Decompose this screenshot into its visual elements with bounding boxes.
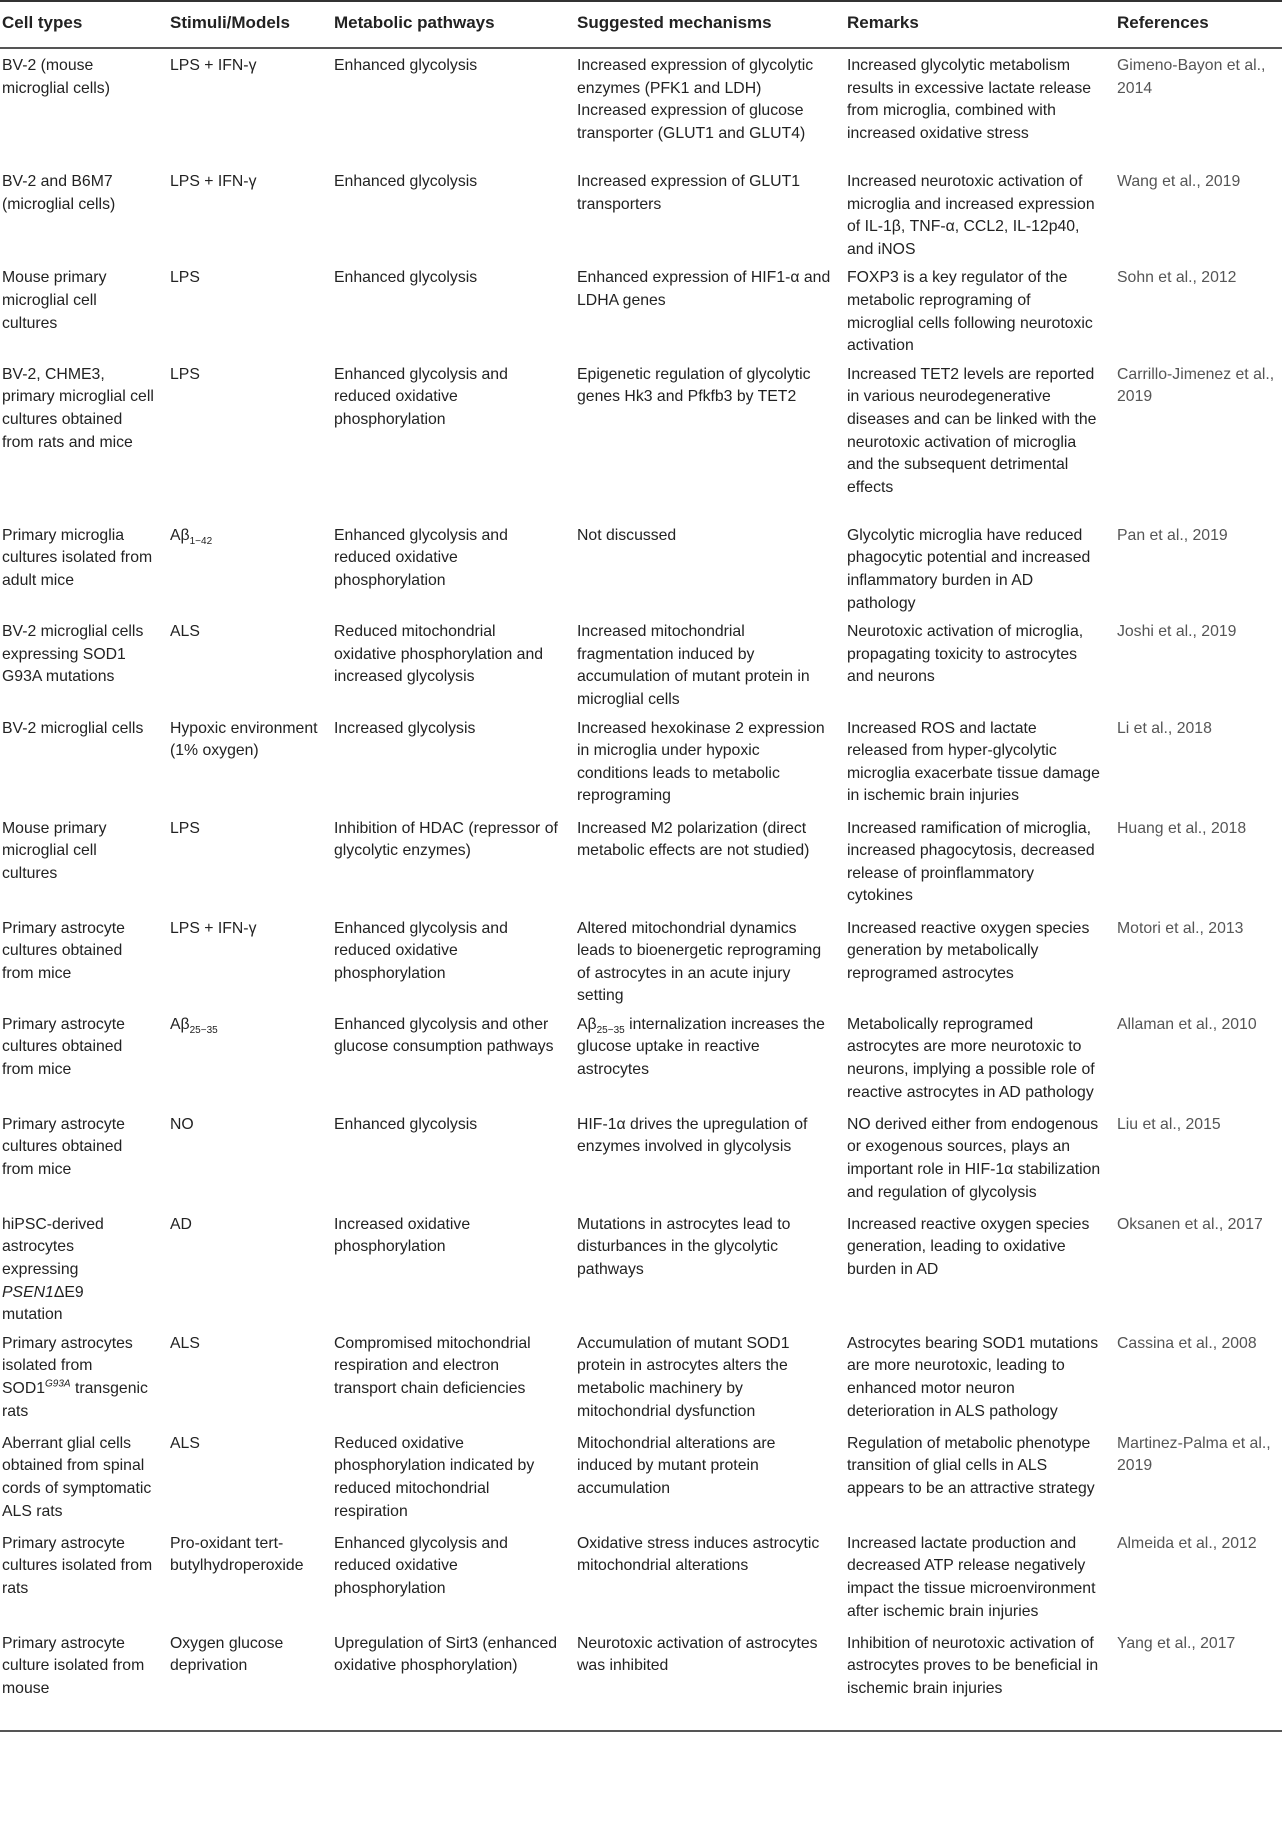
remarks-text: Glycolytic microglia have reduced phagocytic potential and increased inflammatory burden in AD pathology (847, 526, 1091, 612)
stimuli-text: Aβ (170, 1015, 190, 1033)
suggested-mechanism (569, 1627, 839, 1731)
reference-text: Oksanen et al., 2017 (1117, 1215, 1263, 1233)
metabolic-pathway (326, 1208, 569, 1327)
mutation-name: ΔE9 (53, 1283, 84, 1301)
cell-type (0, 48, 162, 165)
pathway-text: Reduced oxidative phosphorylation indicated by reduced mitochondrial respiration (334, 1434, 535, 1520)
stimuli-text: LPS + IFN-γ (170, 919, 257, 937)
mechanism-text: Increased expression of glycolytic enzymes (PFK1 and LDH) Increased expression of glucose transporter (GLUT1 and GLUT4) (577, 57, 814, 142)
pathway-text: Enhanced glycolysis and other glucose consumption pathways (334, 1015, 554, 1056)
stimuli (162, 48, 326, 165)
reference (1109, 1427, 1282, 1527)
remarks-text: Metabolically reprogramed astrocytes are more neurotoxic to neurons, implying a possible role of reactive astrocytes in AD pathology (847, 1015, 1095, 1101)
pathway-text: Inhibition of HDAC (repressor of glycolytic enzymes) (334, 819, 558, 860)
pathway-text: Enhanced glycolysis and reduced oxidative phosphorylation (334, 365, 508, 428)
stimuli (162, 165, 326, 261)
stimuli-text: LPS (170, 365, 200, 383)
cell-type-text: hiPSC-derived astrocytes expressing (2, 1215, 104, 1279)
remarks-text: Neurotoxic activation of microglia, propagating toxicity to astrocytes and neurons (847, 623, 1084, 686)
remarks (839, 519, 1109, 615)
remarks (839, 1327, 1109, 1427)
table-row (0, 1527, 1282, 1627)
stimuli-subscript: 25−35 (189, 1025, 218, 1037)
remarks-text: Astrocytes bearing SOD1 mutations are more neurotoxic, leading to enhanced motor neuron deterioration in ALS pathology (847, 1334, 1099, 1420)
remarks (839, 1208, 1109, 1327)
cell-type (0, 1627, 162, 1731)
reference (1109, 48, 1282, 165)
metabolic-pathway (326, 1627, 569, 1731)
pathway-text: Enhanced glycolysis and reduced oxidative phosphorylation (334, 526, 508, 589)
table-row (0, 519, 1282, 615)
reference-text: Li et al., 2018 (1117, 719, 1212, 737)
cell-type-text: transgenic rats (2, 1380, 148, 1420)
table-row (0, 1208, 1282, 1327)
reference (1109, 519, 1282, 615)
stimuli-text: ALS (170, 623, 200, 641)
table-row (0, 261, 1282, 357)
mechanism-text: HIF-1α drives the upregulation of enzymes involved in glycolysis (577, 1115, 808, 1156)
cell-type-text: Primary astrocyte cultures obtained from mice (2, 1115, 125, 1179)
reference (1109, 615, 1282, 711)
mechanism-text: Increased expression of GLUT1 transporters (577, 173, 801, 213)
cell-type (0, 1108, 162, 1208)
reference (1109, 1008, 1282, 1108)
metabolic-pathway (326, 615, 569, 711)
reference-text: Sohn et al., 2012 (1117, 269, 1237, 287)
remarks-text: Increased lactate production and decreased ATP release negatively impact the tissue microenvironment after ischemic brain injuries (847, 1534, 1096, 1620)
mechanism-text: Not discussed (577, 526, 677, 544)
stimuli (162, 712, 326, 812)
remarks (839, 165, 1109, 261)
mechanism-text: Altered mitochondrial dynamics leads to bioenergetic reprograming of astrocytes in an acute injury setting (577, 919, 822, 1005)
reference-text: Yang et al., 2017 (1117, 1634, 1236, 1652)
mechanism-text: internalization increases the glucose uptake in reactive astrocytes (577, 1015, 825, 1079)
reference-text: Liu et al., 2015 (1117, 1115, 1221, 1133)
remarks-text: Increased ramification of microglia, increased phagocytosis, decreased release of proinflammatory cytokines (847, 819, 1095, 905)
pathway-text: Enhanced glycolysis (334, 269, 478, 287)
stimuli (162, 519, 326, 615)
suggested-mechanism (569, 1527, 839, 1627)
suggested-mechanism (569, 1008, 839, 1108)
cell-type-text: Primary astrocyte cultures obtained from mice (2, 1015, 125, 1079)
stimuli-text: LPS + IFN-γ (170, 57, 257, 74)
metabolic-pathway (326, 712, 569, 812)
table-row (0, 912, 1282, 1008)
metabolic-pathway (326, 1108, 569, 1208)
cell-type-text: Primary astrocytes isolated from SOD1 (2, 1334, 133, 1398)
reference (1109, 1327, 1282, 1427)
remarks-text: Increased glycolytic metabolism results in excessive lactate release from microglia, combined with increased oxidative stress (847, 57, 1092, 142)
pathway-text: Enhanced glycolysis (334, 173, 478, 190)
mechanism-text: Increased M2 polarization (direct metabolic effects are not studied) (577, 819, 810, 860)
remarks-text: Increased neurotoxic activation of microglia and increased expression of IL-1β, TNF-α, CCL2, IL-12p40, and iNOS (847, 173, 1095, 258)
table-row (0, 358, 1282, 519)
reference-text: Allaman et al., 2010 (1117, 1015, 1257, 1033)
reference (1109, 358, 1282, 519)
remarks (839, 1108, 1109, 1208)
cell-type (0, 519, 162, 615)
stimuli (162, 1008, 326, 1108)
stimuli (162, 615, 326, 711)
mechanism-text: Increased hexokinase 2 expression in microglia under hypoxic conditions leads to metabolic reprograming (577, 719, 825, 805)
metabolic-pathway (326, 912, 569, 1008)
cell-type-text: mutation (2, 1306, 63, 1324)
stimuli (162, 1327, 326, 1427)
remarks-text: Increased ROS and lactate released from hyper-glycolytic microglia exacerbate tissue damage in ischemic brain injuries (847, 719, 1100, 805)
reference-text: Wang et al., 2019 (1117, 173, 1241, 190)
suggested-mechanism (569, 812, 839, 912)
remarks (839, 1427, 1109, 1527)
reference-text: Gimeno-Bayon et al., 2014 (1117, 57, 1266, 97)
reference (1109, 1108, 1282, 1208)
reference-text: Martinez-Palma et al., 2019 (1117, 1434, 1271, 1475)
cell-type-text: Mouse primary microglial cell cultures (2, 269, 107, 332)
stimuli-subscript: 1−42 (189, 535, 213, 547)
stimuli (162, 812, 326, 912)
mechanism-text: Aβ (577, 1015, 597, 1033)
table-row (0, 1427, 1282, 1527)
metabolic-pathway (326, 1527, 569, 1627)
mechanism-text: Neurotoxic activation of astrocytes was inhibited (577, 1634, 818, 1675)
stimuli (162, 358, 326, 519)
metabolic-pathway (326, 519, 569, 615)
suggested-mechanism (569, 1208, 839, 1327)
suggested-mechanism (569, 615, 839, 711)
pathway-text: Compromised mitochondrial respiration and electron transport chain deficiencies (334, 1334, 531, 1398)
cell-type-text: Mouse primary microglial cell cultures (2, 819, 107, 882)
cell-type (0, 1527, 162, 1627)
cell-type-text: BV-2, CHME3, primary microglial cell cultures obtained from rats and mice (2, 365, 154, 451)
suggested-mechanism (569, 165, 839, 261)
suggested-mechanism (569, 358, 839, 519)
table-row (0, 615, 1282, 711)
stimuli-text: Pro-oxidant tert-butylhydroperoxide (170, 1534, 304, 1575)
mechanism-text: Mutations in astrocytes lead to disturbances in the glycolytic pathways (577, 1215, 791, 1279)
mechanism-subscript: 25−35 (596, 1025, 625, 1037)
suggested-mechanism (569, 261, 839, 357)
stimuli-text: LPS + IFN-γ (170, 173, 257, 190)
table-row (0, 1327, 1282, 1427)
stimuli (162, 1627, 326, 1731)
metabolic-pathway (326, 165, 569, 261)
reference (1109, 1627, 1282, 1731)
stimuli-text: LPS (170, 819, 200, 837)
stimuli-text: ALS (170, 1434, 200, 1452)
header-row (0, 1, 1282, 48)
suggested-mechanism (569, 912, 839, 1008)
cell-type-text: BV-2 microglial cells (2, 719, 144, 737)
suggested-mechanism (569, 712, 839, 812)
table-row (0, 1008, 1282, 1108)
remarks-text: Increased reactive oxygen species generation by metabolically reprogramed astrocytes (847, 919, 1090, 982)
reference-text: Joshi et al., 2019 (1117, 623, 1237, 641)
cell-type (0, 1427, 162, 1527)
cell-type (0, 165, 162, 261)
table-row (0, 712, 1282, 812)
pathway-text: Enhanced glycolysis (334, 1115, 478, 1133)
stimuli-text: LPS (170, 269, 200, 287)
remarks (839, 1627, 1109, 1731)
remarks-text: Increased TET2 levels are reported in various neurodegenerative diseases and can be linked with the neurotoxic activation of microglia and the subsequent detrimental effects (847, 365, 1097, 496)
table-row (0, 812, 1282, 912)
reference-text: Almeida et al., 2012 (1117, 1534, 1257, 1552)
suggested-mechanism (569, 519, 839, 615)
cell-type-text: Primary astrocyte cultures obtained from mice (2, 919, 125, 982)
remarks (839, 358, 1109, 519)
table-row (0, 165, 1282, 261)
cell-type-text: BV-2 microglial cells expressing SOD1 G93A mutations (2, 623, 144, 686)
mechanism-text: Accumulation of mutant SOD1 protein in astrocytes alters the metabolic machinery by mitochondrial dysfunction (577, 1334, 790, 1420)
cell-type-text: BV-2 (mouse microglial cells) (2, 57, 110, 97)
reference (1109, 712, 1282, 812)
remarks-text: FOXP3 is a key regulator of the metabolic reprograming of microglial cells following neurotoxic activation (847, 269, 1093, 355)
cell-type (0, 261, 162, 357)
reference-text: Carrillo-Jimenez et al., 2019 (1117, 365, 1275, 406)
pathway-text: Upregulation of Sirt3 (enhanced oxidative phosphorylation) (334, 1634, 558, 1675)
cell-type-text: Primary microglia cultures isolated from adult mice (2, 526, 153, 589)
cell-type (0, 1327, 162, 1427)
metabolic-pathway (326, 48, 569, 165)
header-mechanisms: Suggested mechanisms (569, 1, 839, 48)
remarks (839, 48, 1109, 165)
mechanism-text: Oxidative stress induces astrocytic mitochondrial alterations (577, 1534, 820, 1575)
cell-type (0, 358, 162, 519)
metabolic-pathway (326, 1427, 569, 1527)
pathway-text: Increased oxidative phosphorylation (334, 1215, 471, 1256)
suggested-mechanism (569, 1327, 839, 1427)
remarks-text: NO derived either from endogenous or exogenous sources, plays an important role in HIF-1α stabilization and regulation of glycolysis (847, 1115, 1101, 1201)
reference (1109, 812, 1282, 912)
header-pathways: Metabolic pathways (326, 1, 569, 48)
stimuli-text: Aβ (170, 526, 190, 544)
pathway-text: Enhanced glycolysis (334, 57, 478, 74)
stimuli-text: ALS (170, 1334, 200, 1352)
reference (1109, 1208, 1282, 1327)
remarks (839, 261, 1109, 357)
cell-type-text: Primary astrocyte culture isolated from mouse (2, 1634, 145, 1698)
stimuli (162, 1108, 326, 1208)
metabolic-pathway (326, 1327, 569, 1427)
table-row (0, 1108, 1282, 1208)
table-row (0, 48, 1282, 165)
header-remarks: Remarks (839, 1, 1109, 48)
metabolic-pathway (326, 1008, 569, 1108)
mechanism-text: Epigenetic regulation of glycolytic genes Hk3 and Pfkfb3 by TET2 (577, 365, 811, 406)
pathway-text: Enhanced glycolysis and reduced oxidative phosphorylation (334, 1534, 508, 1598)
cell-type (0, 712, 162, 812)
gene-name: PSEN1 (2, 1283, 54, 1301)
suggested-mechanism (569, 48, 839, 165)
remarks-text: Increased reactive oxygen species generation, leading to oxidative burden in AD (847, 1215, 1090, 1279)
pathway-text: Reduced mitochondrial oxidative phosphorylation and increased glycolysis (334, 623, 544, 686)
header-references: References (1109, 1, 1282, 48)
cell-type (0, 912, 162, 1008)
suggested-mechanism (569, 1108, 839, 1208)
stimuli (162, 1427, 326, 1527)
reference (1109, 1527, 1282, 1627)
metabolic-pathway (326, 812, 569, 912)
mutation-superscript: G93A (45, 1378, 71, 1390)
suggested-mechanism (569, 1427, 839, 1527)
cell-type-text: Primary astrocyte cultures isolated from rats (2, 1534, 153, 1598)
reference-text: Huang et al., 2018 (1117, 819, 1247, 837)
cell-type (0, 1208, 162, 1327)
remarks-text: Inhibition of neurotoxic activation of astrocytes proves to be beneficial in ischemic brain injuries (847, 1634, 1099, 1698)
metabolic-pathway (326, 358, 569, 519)
stimuli-text: AD (170, 1215, 192, 1233)
pathway-text: Increased glycolysis (334, 719, 476, 737)
pathway-text: Enhanced glycolysis and reduced oxidative phosphorylation (334, 919, 508, 982)
table-row (0, 1627, 1282, 1731)
stimuli-text: NO (170, 1115, 194, 1133)
cell-type (0, 615, 162, 711)
cell-type (0, 1008, 162, 1108)
remarks-text: Regulation of metabolic phenotype transition of glial cells in ALS appears to be an attractive strategy (847, 1434, 1095, 1498)
header-stimuli: Stimuli/Models (162, 1, 326, 48)
remarks (839, 615, 1109, 711)
reference-text: Cassina et al., 2008 (1117, 1334, 1257, 1352)
stimuli-text: Hypoxic environment (1% oxygen) (170, 719, 318, 760)
stimuli-text: Oxygen glucose deprivation (170, 1634, 284, 1675)
reference (1109, 165, 1282, 261)
remarks (839, 912, 1109, 1008)
mechanism-text: Enhanced expression of HIF1-α and LDHA genes (577, 269, 831, 309)
stimuli (162, 1527, 326, 1627)
stimuli (162, 912, 326, 1008)
reference (1109, 261, 1282, 357)
mechanism-text: Increased mitochondrial fragmentation induced by accumulation of mutant protein in microglial cells (577, 623, 810, 708)
reference (1109, 912, 1282, 1008)
metabolic-pathway (326, 261, 569, 357)
cell-type (0, 812, 162, 912)
reference-text: Pan et al., 2019 (1117, 526, 1228, 544)
remarks (839, 812, 1109, 912)
reference-text: Motori et al., 2013 (1117, 919, 1244, 937)
remarks (839, 1008, 1109, 1108)
stimuli (162, 1208, 326, 1327)
table-body (0, 48, 1282, 1731)
cell-type-text: BV-2 and B6M7 (microglial cells) (2, 173, 116, 213)
cell-type-text: Aberrant glial cells obtained from spinal cords of symptomatic ALS rats (2, 1434, 152, 1520)
header-cell-types: Cell types (0, 1, 162, 48)
stimuli (162, 261, 326, 357)
remarks (839, 1527, 1109, 1627)
remarks (839, 712, 1109, 812)
mechanism-text: Mitochondrial alterations are induced by mutant protein accumulation (577, 1434, 776, 1498)
